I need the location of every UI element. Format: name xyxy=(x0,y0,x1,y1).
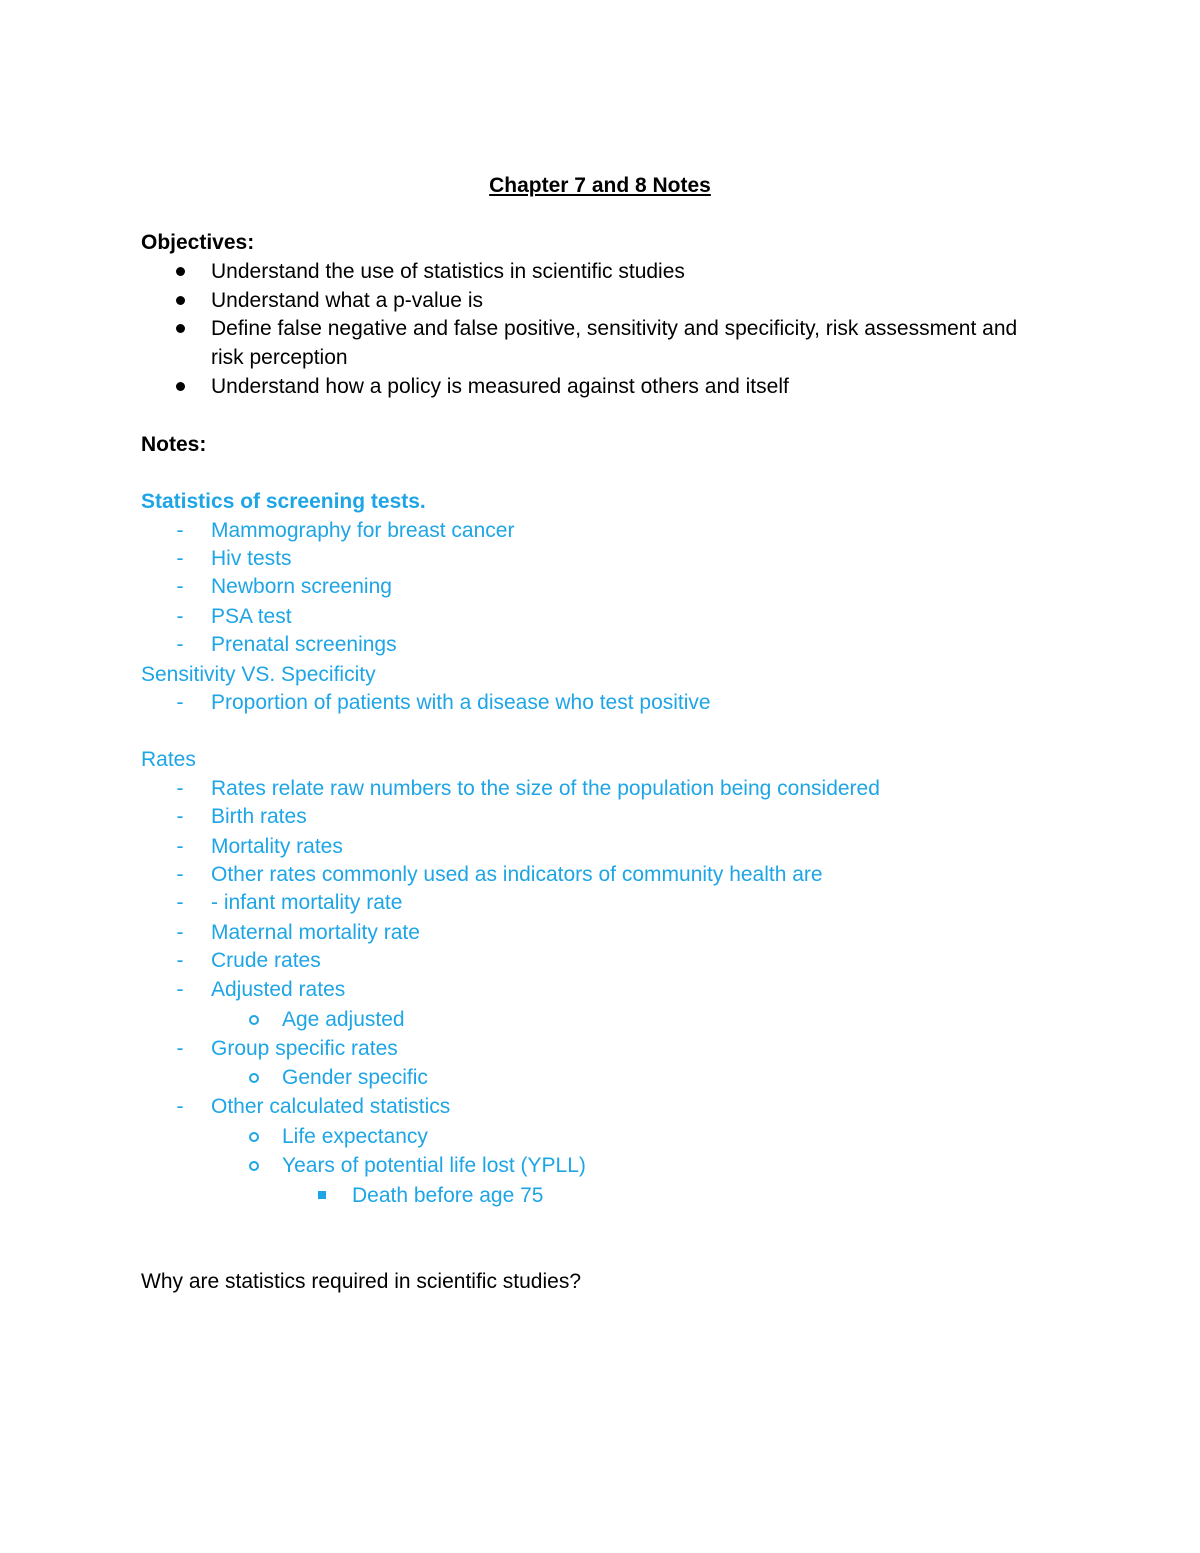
screening-item: Mammography for breast cancer xyxy=(211,519,515,542)
dash-marker: - xyxy=(176,691,184,714)
screening-item: PSA test xyxy=(211,605,292,628)
dash-marker: - xyxy=(176,1095,184,1118)
dash-marker: - xyxy=(176,1037,184,1060)
rates-item: Crude rates xyxy=(211,949,321,972)
circle-bullet-icon xyxy=(249,1015,259,1025)
rates-subsubitem: Death before age 75 xyxy=(352,1184,544,1207)
dash-marker: - xyxy=(176,575,184,598)
circle-bullet-icon xyxy=(249,1161,259,1171)
screening-heading: Statistics of screening tests. xyxy=(141,490,426,513)
rates-item: Other calculated statistics xyxy=(211,1095,451,1118)
screening-item: Prenatal screenings xyxy=(211,633,397,656)
circle-bullet-icon xyxy=(249,1132,259,1142)
square-bullet-icon xyxy=(318,1191,326,1199)
rates-subitem: Life expectancy xyxy=(282,1125,428,1148)
objective-item-continued: risk perception xyxy=(211,346,348,369)
dash-marker: - xyxy=(176,835,184,858)
rates-item: Maternal mortality rate xyxy=(211,921,420,944)
sensitivity-heading: Sensitivity VS. Specificity xyxy=(141,663,376,686)
dash-marker: - xyxy=(176,777,184,800)
rates-item: Birth rates xyxy=(211,805,307,828)
circle-bullet-icon xyxy=(249,1073,259,1083)
dash-marker: - xyxy=(176,605,184,628)
dash-marker: - xyxy=(176,633,184,656)
rates-item: Group specific rates xyxy=(211,1037,398,1060)
dash-marker: - xyxy=(176,978,184,1001)
objective-item: Understand the use of statistics in scientific studies xyxy=(211,260,685,283)
rates-item: Adjusted rates xyxy=(211,978,346,1001)
objective-item: Understand how a policy is measured against others and itself xyxy=(211,375,789,398)
objectives-heading: Objectives: xyxy=(141,231,255,254)
dash-marker: - xyxy=(176,891,184,914)
bullet-icon xyxy=(176,382,185,391)
dash-marker: - xyxy=(176,863,184,886)
rates-subitem: Years of potential life lost (YPLL) xyxy=(282,1154,586,1177)
bullet-icon xyxy=(176,324,185,333)
rates-subitem: Gender specific xyxy=(282,1066,428,1089)
question-text: Why are statistics required in scientific studies? xyxy=(141,1270,582,1293)
rates-item: Mortality rates xyxy=(211,835,343,858)
objective-item: Understand what a p-value is xyxy=(211,289,483,312)
screening-item: Newborn screening xyxy=(211,575,392,598)
rates-item: Other rates commonly used as indicators of community health are xyxy=(211,863,823,886)
rates-heading: Rates xyxy=(141,748,196,771)
rates-subitem: Age adjusted xyxy=(282,1008,405,1031)
document-title: Chapter 7 and 8 Notes xyxy=(489,174,711,197)
bullet-icon xyxy=(176,296,185,305)
sensitivity-item: Proportion of patients with a disease who test positive xyxy=(211,691,711,714)
dash-marker: - xyxy=(176,805,184,828)
dash-marker: - xyxy=(176,547,184,570)
dash-marker: - xyxy=(176,519,184,542)
notes-heading: Notes: xyxy=(141,433,207,456)
dash-marker: - xyxy=(176,921,184,944)
rates-item: - infant mortality rate xyxy=(211,891,403,914)
objective-item: Define false negative and false positive, sensitivity and specificity, risk assessment and xyxy=(211,317,1018,340)
rates-item: Rates relate raw numbers to the size of the population being considered xyxy=(211,777,880,800)
dash-marker: - xyxy=(176,949,184,972)
bullet-icon xyxy=(176,267,185,276)
screening-item: Hiv tests xyxy=(211,547,292,570)
